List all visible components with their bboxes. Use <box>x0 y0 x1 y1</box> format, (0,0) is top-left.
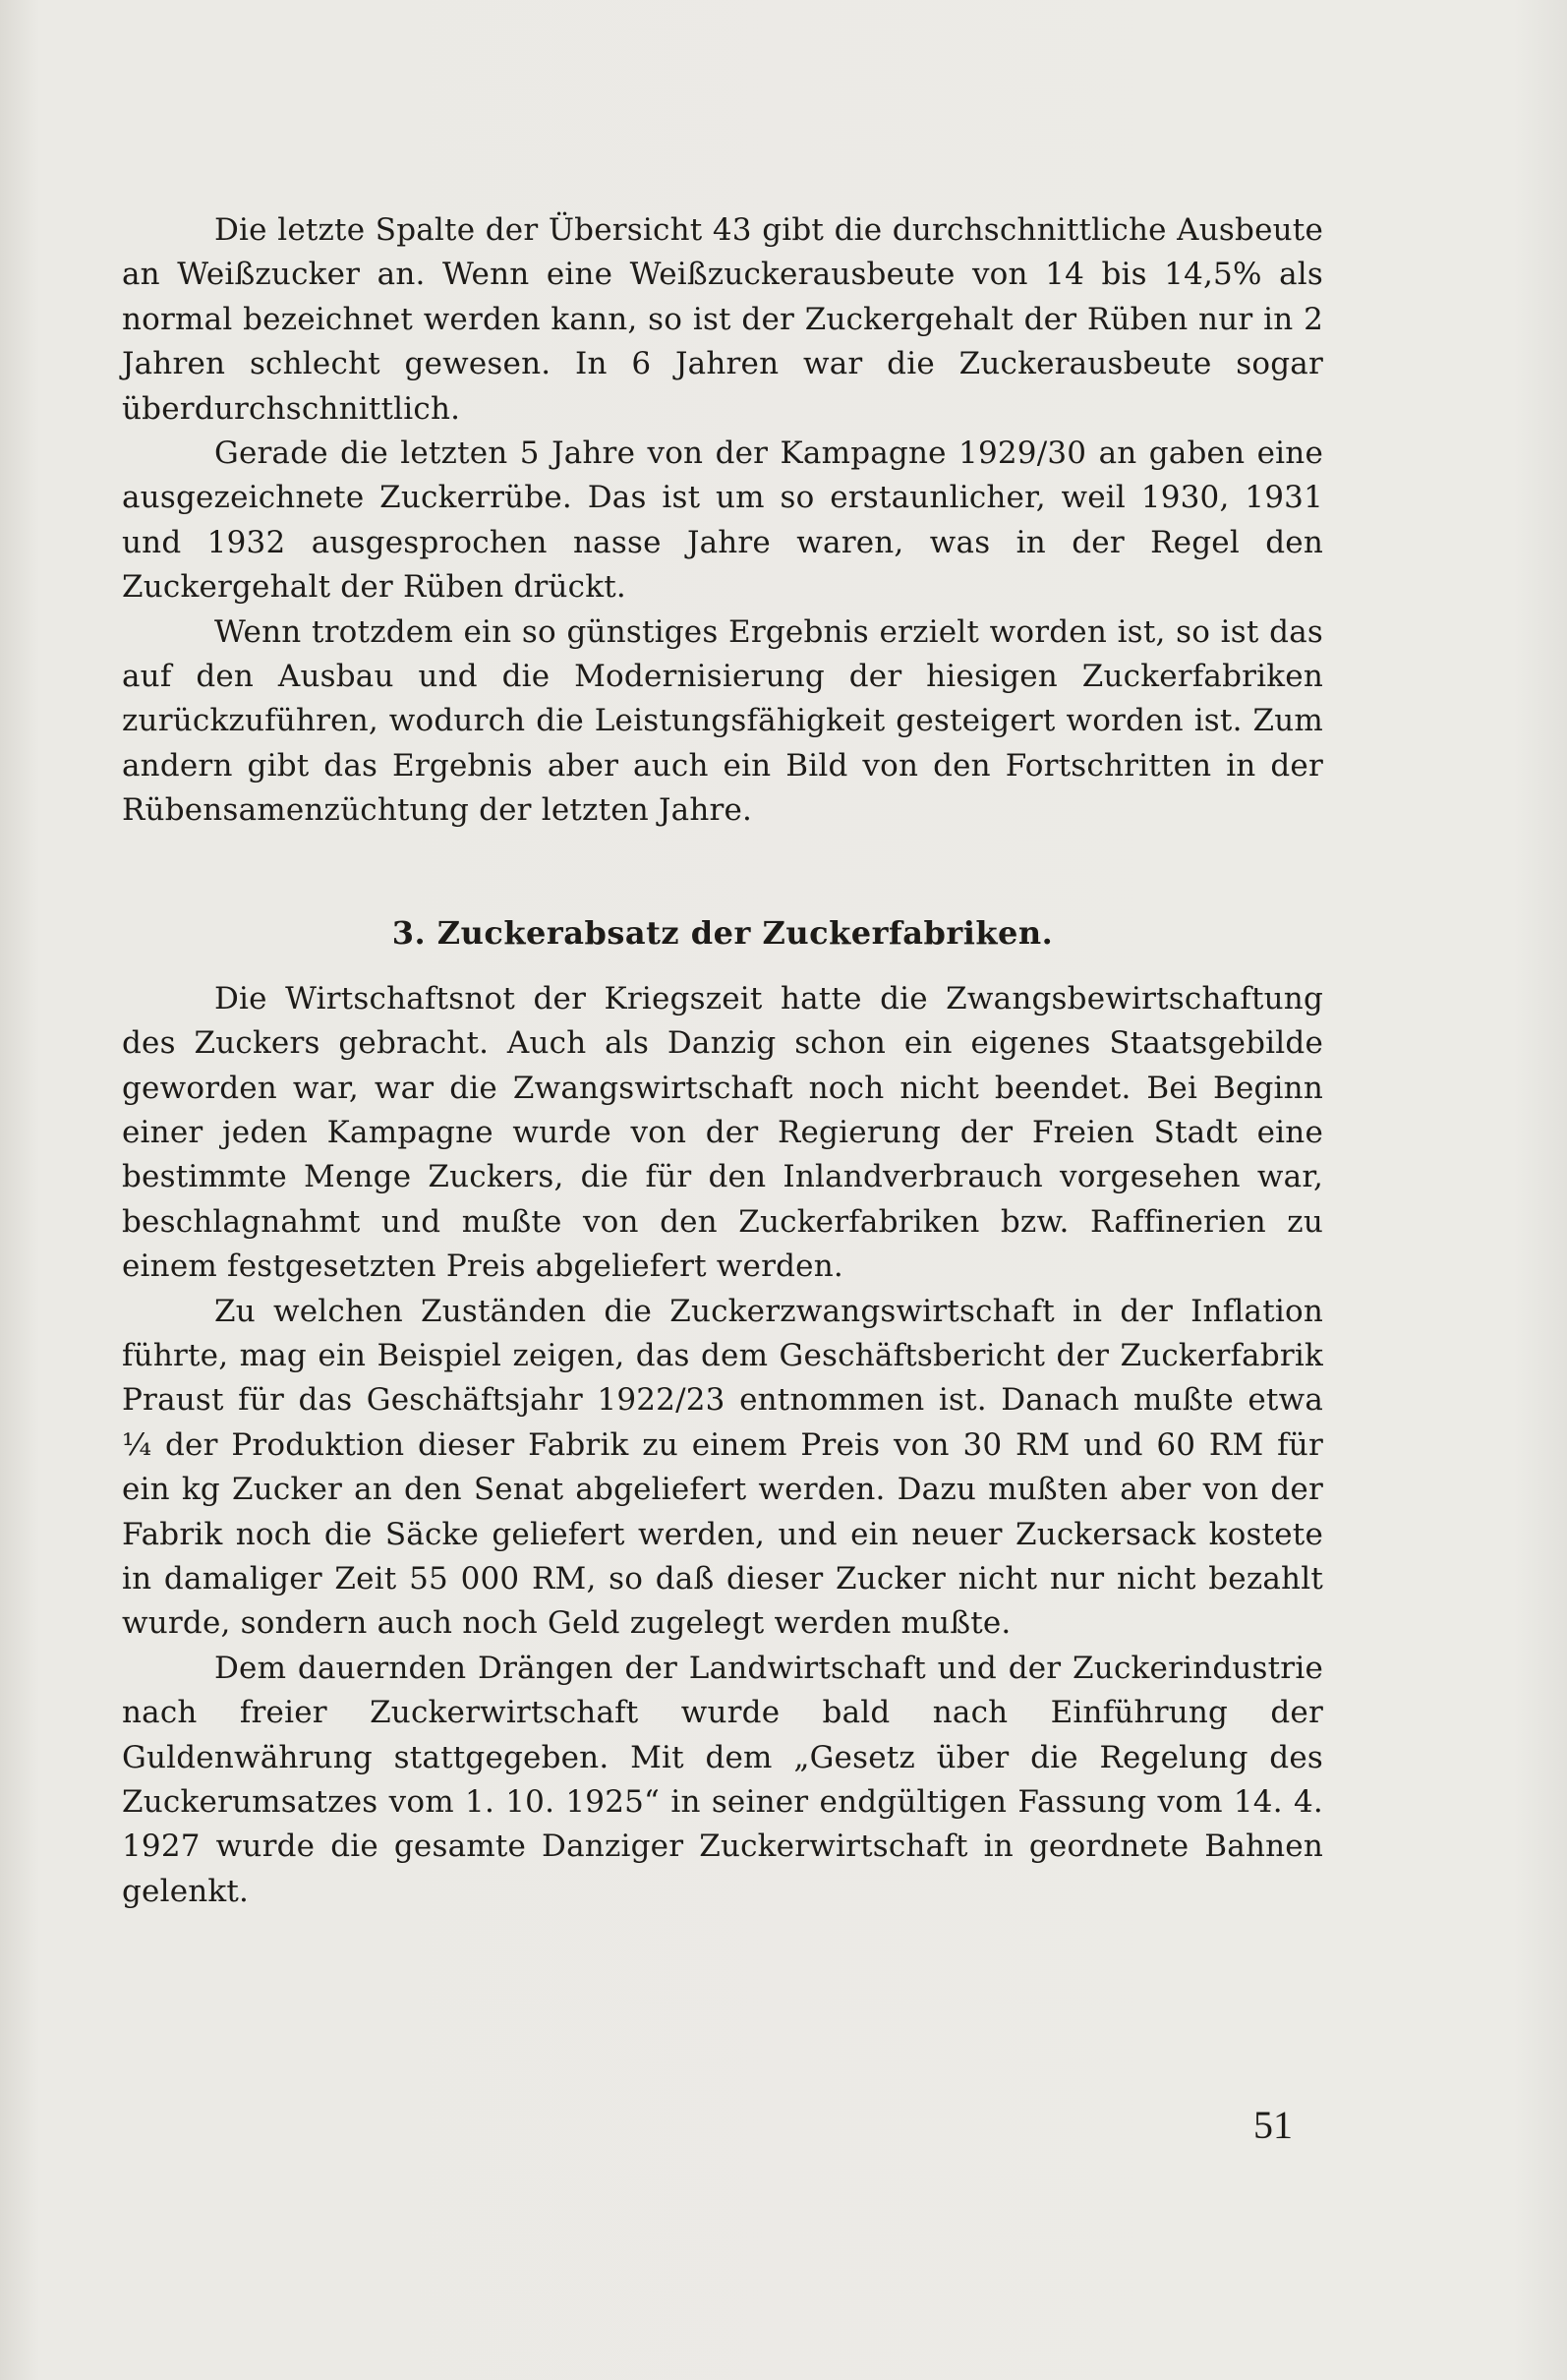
paragraph: Zu welchen Zuständen die Zuckerzwangswirtschaft in der Inflation führte, mag ein Beispiel zeigen, das dem Geschäftsbericht der Zuckerfabrik Praust für das Geschäftsjahr 1922/23 entnommen ist. Danach mußte etwa ¼ der Produktion dieser Fabrik zu einem Preis von 30 RM und 60 RM für ein kg Zucker an den Senat abgeliefert werden. Dazu mußten aber von der Fabrik noch die Säcke geliefert werden, und ein neuer Zuckersack kostete in damaliger Zeit 55 000 RM, so daß dieser Zucker nicht nur nicht bezahlt wurde, sondern auch noch Geld zugelegt werden mußte. <box>122 1293 1323 1642</box>
paragraph: Dem dauernden Drängen der Landwirtschaft und der Zuckerindustrie nach freier Zuckerwirtschaft wurde bald nach Einführung der Guldenwährung stattgegeben. Mit dem „Gesetz über die Regelung des Zuckerumsatzes vom 1. 10. 1925“ in seiner endgültigen Fassung vom 14. 4. 1927 wurde die gesamte Danziger Zuckerwirtschaft in geordnete Bahnen gelenkt. <box>122 1650 1323 1909</box>
page-number: 51 <box>1253 2103 1293 2147</box>
paragraph: Gerade die letzten 5 Jahre von der Kampagne 1929/30 an gaben eine ausgezeichnete Zuckerrübe. Das ist um so erstaunlicher, weil 1930, 1931 und 1932 ausgesprochen nasse Jahre waren, was in der Regel den Zuckergehalt der Rüben drückt. <box>122 435 1323 606</box>
section-heading: 3. Zuckerabsatz der Zuckerfabriken. <box>391 913 1054 952</box>
paragraph: Die letzte Spalte der Übersicht 43 gibt die durchschnittliche Ausbeute an Weißzucker an. Wenn eine Weißzuckerausbeute von 14 bis 14,5% als normal bezeichnet werden kann, so ist der Zuckergehalt der Rüben nur in 2 Jahren schlecht gewesen. In 6 Jahren war die Zuckerausbeute sogar überdurchschnittlich. <box>122 212 1323 427</box>
body-text <box>122 208 1323 1914</box>
paragraph: Wenn trotzdem ein so günstiges Ergebnis erzielt worden ist, so ist das auf den Ausbau und die Modernisierung der hiesigen Zuckerfabriken zurückzuführen, wodurch die Leistungsfähigkeit gesteigert worden ist. Zum andern gibt das Ergebnis aber auch ein Bild von den Fortschritten in der Rübensamenzüchtung der letzten Jahre. <box>122 613 1323 829</box>
paragraph: Die Wirtschaftsnot der Kriegszeit hatte die Zwangsbewirtschaftung des Zuckers gebracht. Auch als Danzig schon ein eigenes Staatsgebilde geworden war, war die Zwangswirtschaft noch nicht beendet. Bei Beginn einer jeden Kampagne wurde von der Regierung der Freien Stadt eine bestimmte Menge Zuckers, die für den Inlandverbrauch vorgesehen war, beschlagnahmt und mußte von den Zuckerfabriken bzw. Raffinerien zu einem festgesetzten Preis abgeliefert werden. <box>122 980 1323 1285</box>
